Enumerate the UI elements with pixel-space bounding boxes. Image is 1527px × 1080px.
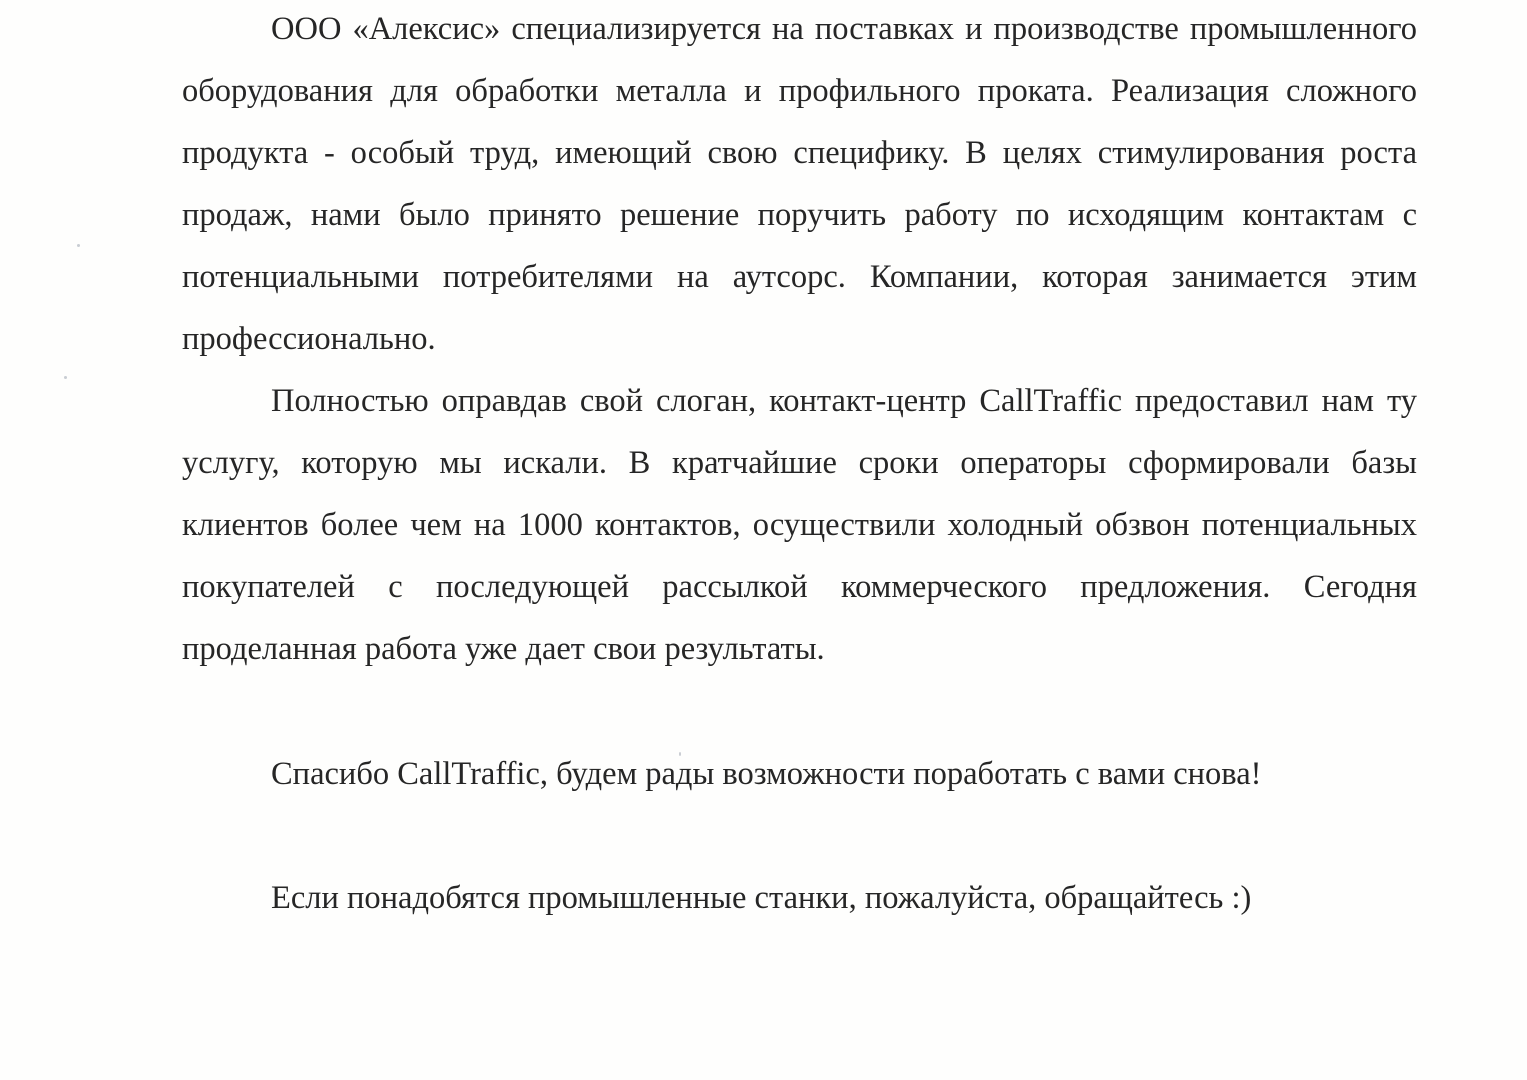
paragraph-company-intro: ООО «Алексис» специализируется на поставках и производстве промышленного оборудования для обработки металла и профильного проката. Реализация сложного продукта - особый труд, имеющий свою специфику. В целях стимулирования роста продаж, нами было принято решение поручить работу по исходящим контактам с потенциальными потребителями на аутсорс. Компании, которая занимается этим профессионально. [182,11,1417,357]
paragraph-closing: Если понадобятся промышленные станки, пожалуйста, обращайтесь :) [271,880,1252,916]
scan-speck [64,376,67,379]
paragraph-service-results: Полностью оправдав свой слоган, контакт-центр CallTraffic предоставил нам ту услугу, которую мы искали. В кратчайшие сроки операторы сформировали базы клиентов более чем на 1000 контактов, осуществили холодный обзвон потенциальных покупателей с последующей рассылкой коммерческого предложения. Сегодня проделанная работа уже дает свои результаты. [182,383,1417,667]
paragraph-thanks: Спасибо CallTraffic, будем рады возможности поработать с вами снова! [271,756,1262,792]
scan-speck [77,244,80,247]
